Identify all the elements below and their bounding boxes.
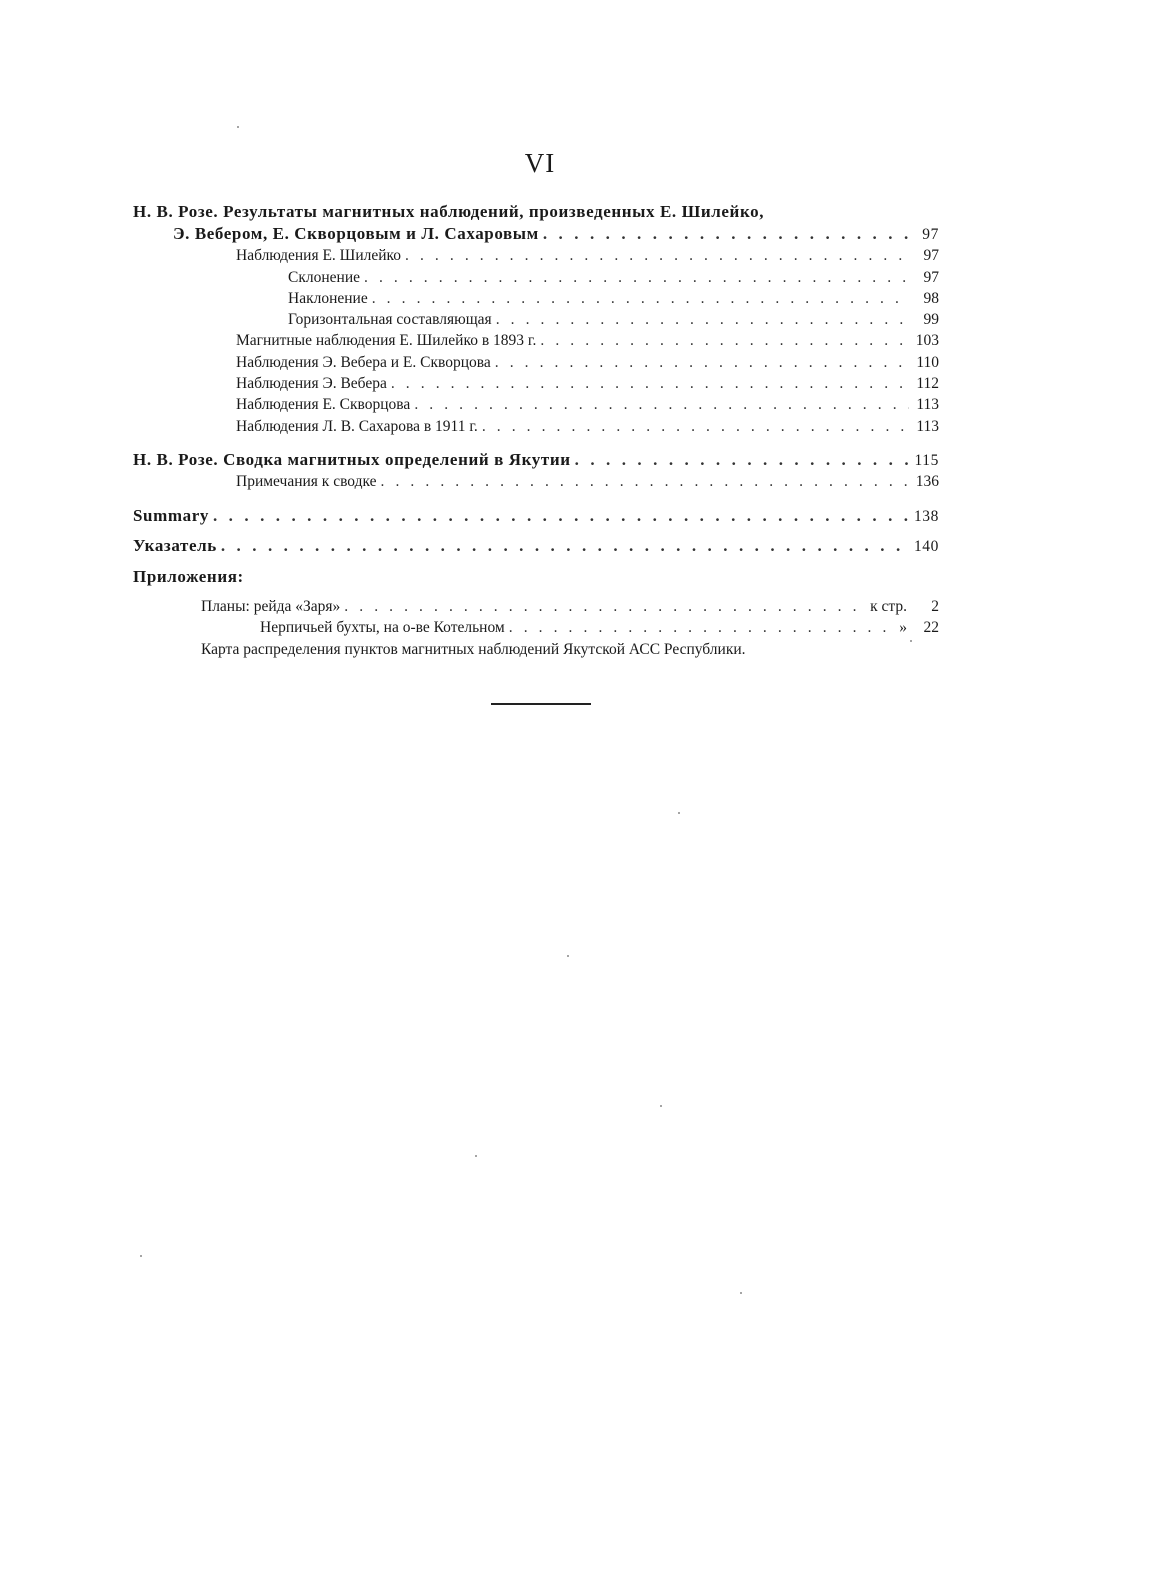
leader-dots	[496, 309, 909, 330]
toc-entry-label: Наклонение	[288, 289, 368, 307]
toc-entry-label: Нерпичьей бухты, на о-ве Котельном	[260, 619, 505, 637]
leader-dots	[405, 245, 909, 266]
toc-page-number: 98	[923, 289, 939, 307]
toc-entry-label: Магнитные наблюдения Е. Шилейко в 1893 г.	[236, 332, 537, 350]
toc-entry-notes[interactable]	[133, 471, 939, 492]
toc-page-number: 97	[923, 268, 939, 286]
toc-entry[interactable]	[133, 288, 939, 309]
toc-entry[interactable]	[133, 245, 939, 266]
toc-entry-label: Планы: рейда «Заря»	[201, 598, 341, 616]
leader-dots	[495, 352, 909, 373]
toc-entry[interactable]	[133, 394, 939, 415]
toc-page-number: 113	[916, 417, 939, 435]
scan-speck	[910, 640, 912, 642]
leader-dots	[372, 288, 909, 309]
toc-page-number: 97	[923, 247, 939, 265]
page-number: VI	[524, 148, 556, 178]
toc-entry[interactable]	[133, 309, 939, 330]
toc-entry[interactable]	[133, 330, 939, 351]
toc-page-number: 110	[916, 353, 939, 371]
scan-speck	[567, 955, 569, 957]
toc-page-number: 140	[913, 537, 939, 555]
scan-speck	[140, 1255, 142, 1257]
leader-dots	[414, 394, 909, 415]
toc-entry[interactable]	[133, 416, 939, 437]
page-prefix: к стр.	[870, 598, 907, 616]
toc-entry[interactable]	[133, 352, 939, 373]
toc-entry-map: Карта распределения пунктов магнитных наблюдений Якутской АСС Республики.	[201, 640, 746, 658]
toc-entry-plan-nerpichya[interactable]	[133, 617, 939, 638]
toc-entry[interactable]	[133, 373, 939, 394]
toc-entry-label: Наблюдения Э. Вебера и Е. Скворцова	[236, 353, 491, 371]
toc-page-number: 22	[923, 619, 939, 637]
closing-rule	[491, 703, 591, 705]
toc-page-number: 97	[922, 226, 939, 243]
toc-entry-label: Указатель	[133, 535, 217, 555]
toc-entry-label: Н. В. Розе. Сводка магнитных определений в Якутии	[133, 449, 571, 469]
toc-heading-rose-magnetic: Н. В. Розе. Результаты магнитных наблюдений, произведенных Е. Шилейко,	[133, 202, 765, 221]
scan-speck	[740, 1292, 742, 1294]
page-prefix: »	[899, 619, 907, 637]
toc-entry-rose-summary[interactable]	[133, 449, 939, 471]
toc-page-number: 113	[916, 396, 939, 414]
toc-entry-summary[interactable]	[133, 505, 939, 527]
toc-entry-label: Наблюдения Е. Скворцова	[236, 396, 411, 414]
toc-page-number: 136	[915, 473, 939, 491]
scan-speck	[660, 1105, 662, 1107]
toc-entry-label: Наблюдения Л. В. Сахарова в 1911 г.	[236, 417, 478, 435]
toc-entry[interactable]	[133, 267, 939, 288]
leader-dots	[364, 267, 909, 288]
toc-entry-label: Наблюдения Е. Шилейко	[236, 247, 402, 265]
toc-page-number: 99	[923, 311, 939, 329]
leader-dots	[391, 373, 909, 394]
leader-dots	[381, 471, 909, 492]
toc-entry-label: Наблюдения Э. Вебера	[236, 375, 387, 393]
leader-dots	[509, 617, 896, 638]
toc-page-number: 138	[913, 507, 939, 525]
table-of-contents	[133, 200, 939, 660]
toc-entry-label: Summary	[133, 505, 209, 525]
leader-dots	[221, 535, 909, 556]
toc-page-number: 112	[916, 375, 939, 393]
toc-entry-index[interactable]	[133, 535, 939, 557]
leader-dots	[213, 505, 909, 526]
appendices-heading: Приложения:	[133, 567, 244, 587]
scan-speck	[475, 1155, 477, 1157]
leader-dots	[575, 449, 909, 470]
toc-entry-label: Э. Вебером, Е. Скворцовым и Л. Сахаровым	[173, 224, 539, 243]
scan-speck	[237, 126, 239, 128]
scan-speck	[678, 812, 680, 814]
toc-page-number: 103	[915, 332, 939, 350]
toc-entry-plan-zarya[interactable]	[133, 596, 939, 617]
toc-entry-rose-magnetic[interactable]	[133, 223, 939, 245]
leader-dots	[540, 330, 909, 351]
toc-entry-label: Примечания к сводке	[236, 473, 377, 491]
leader-dots	[344, 596, 866, 617]
toc-page-number: 115	[914, 451, 939, 469]
leader-dots	[543, 223, 909, 244]
toc-entry-label: Склонение	[288, 268, 360, 286]
leader-dots	[482, 416, 909, 437]
toc-page-number: 2	[931, 598, 939, 616]
toc-entry-label: Горизонтальная составляющая	[288, 311, 492, 329]
